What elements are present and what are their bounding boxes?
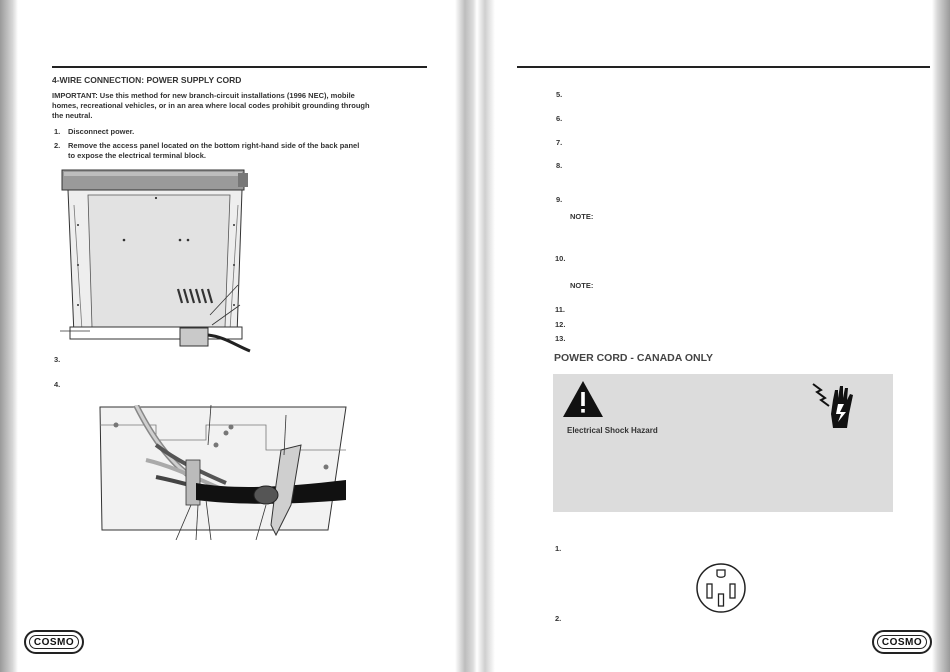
header-rule-left [52, 66, 427, 68]
electrical-shock-hand-icon [811, 382, 857, 432]
range-back-panel-illustration [60, 165, 265, 353]
step-number: 8. [556, 161, 563, 170]
note-label: NOTE: [570, 212, 594, 221]
terminal-block-illustration [96, 405, 352, 540]
important-text: Use this method for new branch-circuit installations (1996 NEC), mobile homes, recreational vehicles, or in an area where local codes prohibit grounding through the neutral. [52, 91, 370, 120]
step-number: 9. [556, 195, 563, 204]
warning-box [553, 374, 893, 512]
step-number: 6. [556, 114, 563, 123]
step-text: Remove the access panel located on the bottom right-hand side of the back panel to expose the electrical terminal block. [68, 141, 360, 160]
step-number: 1. [54, 127, 61, 136]
book-spine [455, 0, 495, 672]
step-number: 7. [556, 138, 563, 147]
step-number: 10. [555, 254, 566, 263]
important-label: IMPORTANT: [52, 91, 98, 100]
step-number: 2. [555, 614, 562, 623]
section-title-4-wire: 4-WIRE CONNECTION: POWER SUPPLY CORD [52, 75, 242, 85]
warning-triangle-icon [562, 380, 604, 418]
step-text: Disconnect power. [68, 127, 135, 136]
step-number: 3. [54, 355, 61, 364]
cosmo-logo-left: COSMO [24, 630, 84, 654]
power-outlet-icon [695, 562, 747, 614]
cosmo-logo-right: COSMO [872, 630, 932, 654]
step-number: 2. [54, 141, 61, 150]
step-number: 11. [555, 305, 566, 314]
section-title-canada: POWER CORD - CANADA ONLY [554, 352, 714, 364]
page-edge-left [0, 0, 18, 672]
header-rule-right [517, 66, 930, 68]
step-number: 5. [556, 90, 563, 99]
warning-title: Electrical Shock Hazard [567, 426, 658, 435]
step-number: 13. [555, 334, 566, 343]
step-number: 4. [54, 380, 61, 389]
important-note [52, 91, 370, 121]
page-edge-right [932, 0, 950, 672]
note-label: NOTE: [570, 281, 594, 290]
step-number: 12. [555, 320, 566, 329]
step-number: 1. [555, 544, 562, 553]
